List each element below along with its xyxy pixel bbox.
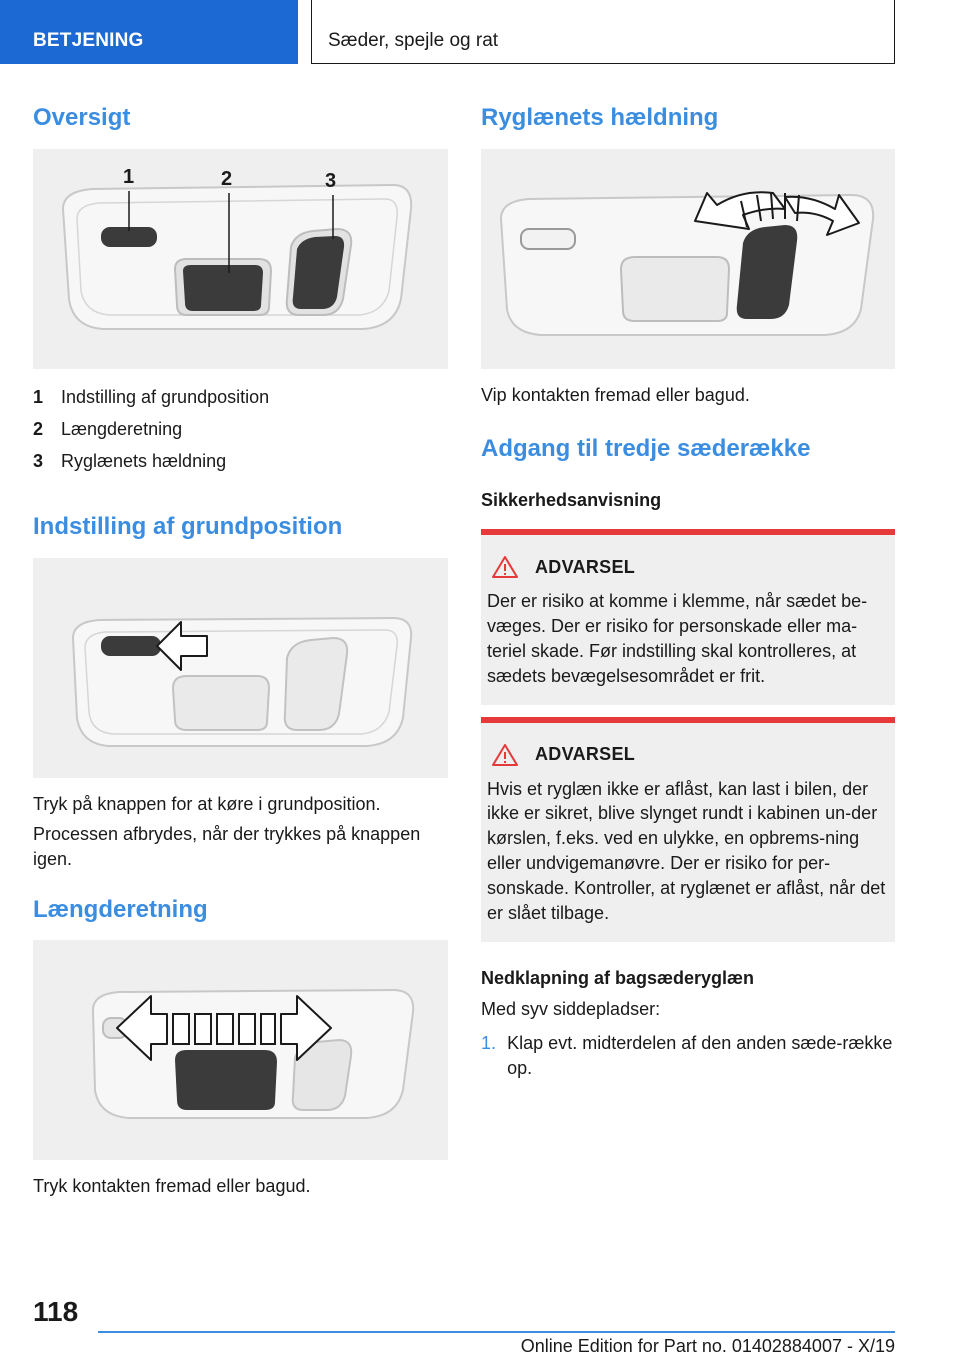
legend-text: Længderetning (61, 418, 183, 439)
legend-number: 3 (33, 450, 44, 471)
warning-title: ADVARSEL (535, 744, 636, 765)
warning-text: Der er risiko at komme i klemme, når sædet be-væges. Der er risiko for personskade eller ma-teriel skade. Før indstilling skal kontrolleres, at sædets bevægelsesområdet er frit. (487, 591, 868, 686)
figure-longitudinal (33, 940, 448, 1160)
warning-text: Hvis et ryglæn ikke er aflåst, kan last i bilen, der ikke er sikret, blive slynget rundt i kabinen un-der kørslen, f.eks. ved en ulykke, en opbrems-ning eller undvigemanøvre. Der er risiko for per-sonskade. Kontroller, at ryglænet er aflåst, når det er slået tilbage. (487, 778, 886, 923)
edition-text: Online Edition for Part no. 01402884007 - X/19 (520, 1336, 895, 1356)
callout-1: 1 (123, 165, 135, 188)
figure-legend (33, 381, 448, 477)
heading-backrest: Ryglænets hældning (481, 104, 719, 131)
page-number: 118 (33, 1296, 79, 1327)
fold-step (481, 1031, 895, 1081)
heading-longitudinal: Længderetning (33, 895, 208, 923)
basic-position-illustration (33, 558, 448, 778)
basic-position-text-1: Tryk på knappen for at køre i grundposition. (33, 793, 381, 814)
step-number: 1. (481, 1033, 497, 1054)
figure-seat-controls-overview (33, 149, 448, 369)
fold-heading: Nedklapning af bagsæderyglæn (481, 967, 755, 988)
warning-title: ADVARSEL (535, 556, 636, 577)
figure-backrest (481, 149, 895, 369)
step-text: Klap evt. midterdelen af den anden sæde-række op. (507, 1033, 893, 1079)
basic-position-text-2: Processen afbrydes, når der trykkes på knappen igen. (33, 824, 421, 869)
backrest-text: Vip kontakten fremad eller bagud. (481, 384, 750, 405)
section-tab (0, 0, 298, 64)
heading-third-row: Adgang til tredje sæderække (481, 435, 811, 463)
callout-3: 3 (325, 169, 337, 192)
figure-basic-position (33, 558, 448, 778)
right-column (481, 96, 895, 1081)
longitudinal-illustration (33, 940, 448, 1160)
legend-item (33, 381, 448, 413)
warning-header (487, 743, 887, 767)
legend-text: Ryglænets hældning (61, 450, 227, 471)
longitudinal-text: Tryk kontakten fremad eller bagud. (33, 1176, 311, 1197)
heading-basic-position: Indstilling af grundposition (33, 512, 343, 540)
warning-triangle-icon (491, 555, 519, 579)
section-label: BETJENING (33, 30, 144, 51)
left-column (33, 96, 448, 1199)
callout-2: 2 (221, 167, 233, 190)
fold-intro: Med syv siddepladser: (481, 998, 661, 1019)
legend-number: 1 (33, 386, 44, 407)
warning-box (481, 717, 895, 942)
backrest-illustration (481, 149, 895, 369)
warning-header (487, 555, 887, 579)
chapter-title: Sæder, spejle og rat (328, 30, 499, 51)
legend-number: 2 (33, 418, 44, 439)
legend-item (33, 445, 448, 477)
footer-rule (98, 1331, 895, 1333)
heading-overview: Oversigt (33, 104, 131, 131)
seat-controls-overview-illustration (33, 149, 448, 369)
chapter-header (311, 0, 895, 64)
warning-triangle-icon (491, 743, 519, 767)
warning-box (481, 529, 895, 704)
legend-item (33, 413, 448, 445)
safety-label: Sikkerhedsanvisning (481, 490, 662, 511)
legend-text: Indstilling af grundposition (61, 386, 270, 407)
